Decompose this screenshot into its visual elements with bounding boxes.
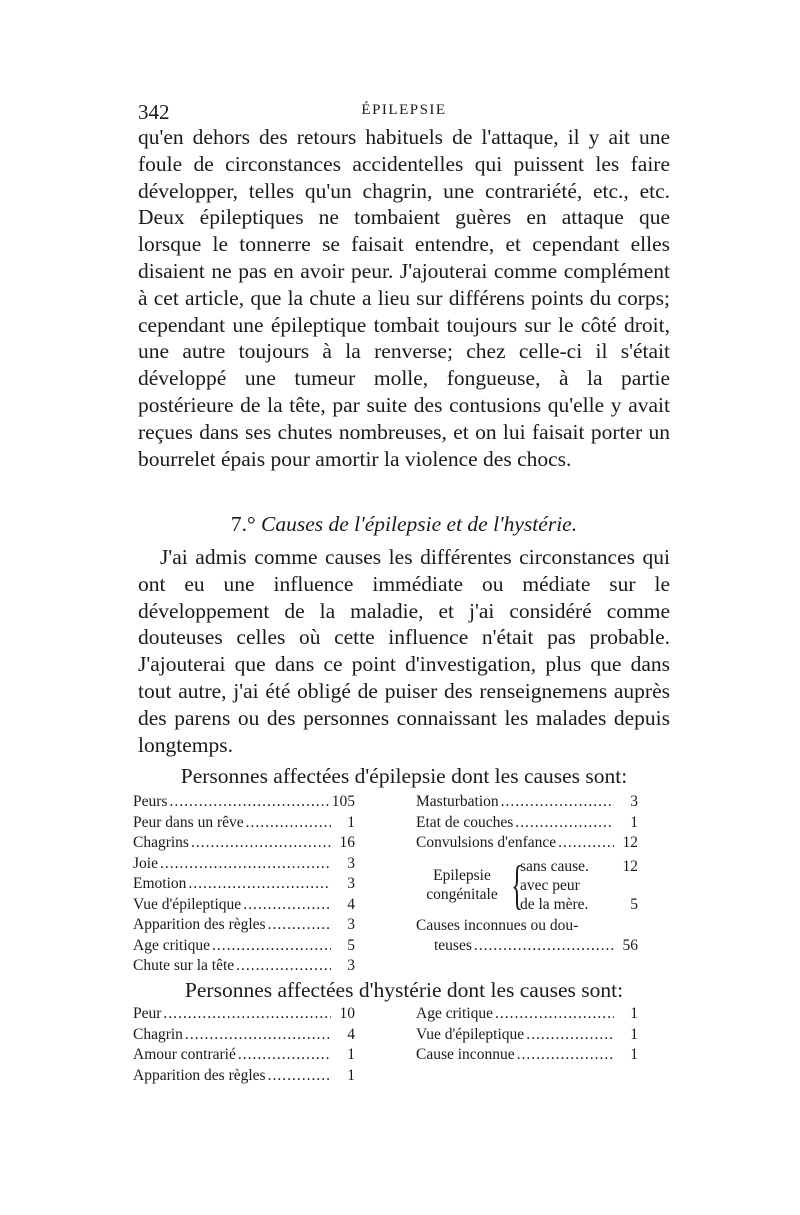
congenital-epilepsy-group — [416, 855, 638, 916]
section-number: 7.° — [230, 512, 256, 536]
epilepsy-table-title: Personnes affectées d'épilepsie dont les causes sont: — [180, 764, 628, 788]
table-row: Age critique ..... 1 — [416, 1005, 638, 1026]
table-row: avec peur — [520, 876, 580, 894]
page-header — [138, 100, 670, 124]
table-row: Vue d'épileptique ..... 4 — [133, 896, 355, 917]
epilepsy-table-right-column — [416, 793, 638, 957]
table-row: Convulsions d'enfance ..... 12 — [416, 834, 638, 855]
table-row: Amour contrarié ..... 1 — [133, 1046, 355, 1067]
brace-glyph: { — [511, 855, 523, 915]
table-row: Joie ..... 3 — [133, 855, 355, 876]
table-row: Age critique ..... 5 — [133, 937, 355, 958]
table-row: Peur ..... 10 — [133, 1005, 355, 1026]
epilepsy-table-left-column — [133, 793, 355, 978]
hysteria-table-left-column — [133, 1005, 355, 1087]
paragraph-causes-intro: J'ai admis comme causes les différentes circonstances qui ont eu une influence immédiate ou médiate sur le développement de la maladie, et j'ai considéré comme douteuses celles où cette influence n'était pas probable. J'ajouterai que dans ce point d'investigation, plus que dans tout autre, j'ai été obligé de puiser des renseignemens auprès des parens ou des personnes connaissant les malades depuis longtemps. — [138, 545, 670, 757]
table-row: Vue d'épileptique ..... 1 — [416, 1026, 638, 1047]
table-row: Etat de couches ..... 1 — [416, 814, 638, 835]
table-row: sans cause. 12 — [520, 857, 638, 875]
table-row: Chagrin ..... 4 — [133, 1026, 355, 1047]
unknown-causes-row: Causes inconnues ou dou- teuses ..... 56 — [416, 916, 638, 957]
congenital-items — [520, 857, 638, 914]
hysteria-table-right-column — [416, 1005, 638, 1067]
table-row: Masturbation ..... 3 — [416, 793, 638, 814]
hysteria-table-title: Personnes affectées d'hystérie dont les causes sont: — [184, 978, 624, 1002]
paragraph-continuation: qu'en dehors des retours habituels de l'attaque, il y ait une foule de circonstances accidentelles qui puissent les faire développer, telles qu'un chagrin, une contrariété, etc., etc. Deux épileptiques ne tombaient guères en attaque que lorsque le tonnerre se faisait entendre, et cependant elles disaient ne pas en avoir peur. J'ajouterai comme complément à cet article, que la chute a lieu sur différens points du corps; cependant une épileptique tombait toujours sur le côté droit, une autre toujours à la renverse; chez celle-ci il s'était développé une tumeur molle, fongueuse, à la partie postérieure de la tête, par suite des contusions qu'elle y avait reçues dans ses chutes nombreuses, et on lui faisait porter un bourrelet épais pour amortir la violence des chocs. — [138, 125, 670, 471]
section-title: Causes de l'épilepsie et de l'hystérie. — [261, 512, 578, 536]
table-row: Chute sur la tête ..... 3 — [133, 957, 355, 978]
table-row: Cause inconnue ..... 1 — [416, 1046, 638, 1067]
congenital-label: Epilepsie congénitale — [426, 867, 498, 903]
table-row: Emotion ..... 3 — [133, 875, 355, 896]
running-head: ÉPILEPSIE — [361, 102, 447, 118]
table-row: Apparition des règles ..... 3 — [133, 916, 355, 937]
table-row: Peurs ..... 105 — [133, 793, 355, 814]
page-number: 342 — [138, 100, 170, 124]
table-row: de la mère. 5 — [520, 895, 638, 913]
table-row: Apparition des règles ..... 1 — [133, 1067, 355, 1088]
table-row: Peur dans un rêve ..... 1 — [133, 814, 355, 835]
section-heading — [138, 512, 670, 537]
table-row: Chagrins ..... 16 — [133, 834, 355, 855]
